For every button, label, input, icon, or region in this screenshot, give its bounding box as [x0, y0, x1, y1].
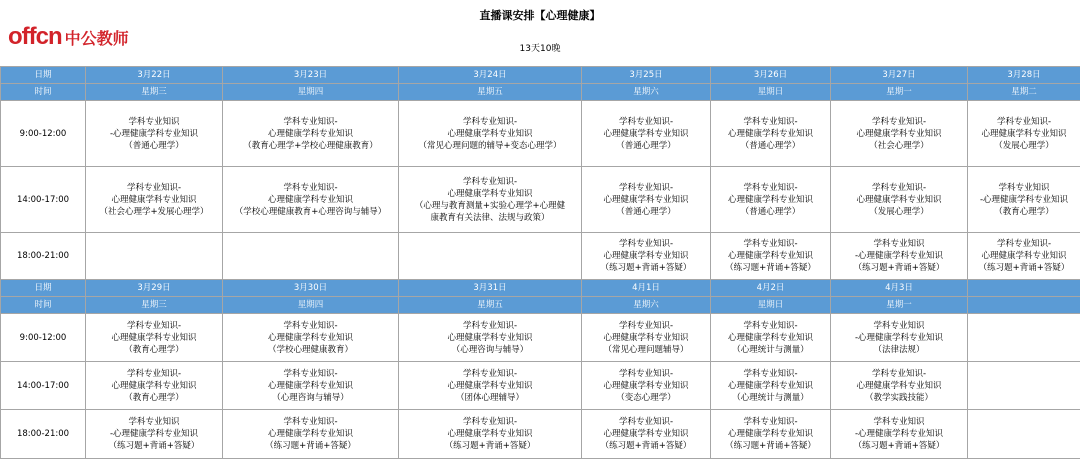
schedule-cell	[968, 362, 1080, 410]
schedule-cell: 学科专业知识- 心理健康学科专业知识 （练习题+背诵+答疑）	[223, 410, 399, 459]
schedule-cell: 学科专业知识- 心理健康学科专业知识 （社会心理学）	[831, 101, 968, 167]
weekday-cell: 星期三	[86, 297, 223, 314]
time-slot-row	[1, 362, 1080, 410]
date-header-row	[1, 280, 1080, 297]
date-label: 日期	[1, 67, 86, 84]
weekday-cell: 星期日	[711, 297, 831, 314]
schedule-table	[0, 66, 1080, 459]
weekday-header-row	[1, 297, 1080, 314]
weekday-cell: 星期三	[86, 84, 223, 101]
schedule-cell: 学科专业知识- 心理健康学科专业知识 （常见心理问题辅导）	[582, 314, 711, 362]
time-slot-row	[1, 410, 1080, 459]
time-slot-label: 14:00-17:00	[1, 362, 86, 410]
weekday-cell: 星期二	[968, 84, 1080, 101]
schedule-cell	[968, 410, 1080, 459]
schedule-cell: 学科专业知识 -心理健康学科专业知识 （练习题+背诵+答疑）	[831, 233, 968, 280]
date-cell: 3月23日	[223, 67, 399, 84]
schedule-cell	[968, 314, 1080, 362]
date-cell: 3月26日	[711, 67, 831, 84]
date-cell: 3月29日	[86, 280, 223, 297]
time-label: 时间	[1, 297, 86, 314]
date-cell: 4月3日	[831, 280, 968, 297]
page-title: 直播课安排【心理健康】	[479, 9, 601, 22]
weekday-cell: 星期五	[399, 297, 582, 314]
time-slot-label: 18:00-21:00	[1, 410, 86, 459]
schedule-cell: 学科专业知识 -心理健康学科专业知识 （练习题+背诵+答疑）	[86, 410, 223, 459]
schedule-cell: 学科专业知识- 心理健康学科专业知识 （团体心理辅导）	[399, 362, 582, 410]
weekday-cell: 星期四	[223, 84, 399, 101]
date-cell: 3月28日	[968, 67, 1080, 84]
schedule-cell: 学科专业知识- 心理健康学科专业知识 （普通心理学）	[711, 167, 831, 233]
schedule-cell	[399, 233, 582, 280]
schedule-cell: 学科专业知识- 心理健康学科专业知识 （变态心理学）	[582, 362, 711, 410]
schedule-cell: 学科专业知识 -心理健康学科专业知识 （普通心理学）	[86, 101, 223, 167]
weekday-cell: 星期一	[831, 84, 968, 101]
logo-text-en: offcn	[8, 23, 62, 50]
schedule-cell: 学科专业知识- 心理健康学科专业知识 （学校心理健康教育）	[223, 314, 399, 362]
schedule-cell	[86, 233, 223, 280]
schedule-cell: 学科专业知识- 心理健康学科专业知识 （心理与教育测量+实验心理学+心理健 康教育有关法律、法规与政策）	[399, 167, 582, 233]
schedule-cell: 学科专业知识- 心理健康学科专业知识 （普通心理学）	[711, 101, 831, 167]
time-slot-row	[1, 101, 1080, 167]
schedule-cell: 学科专业知识- 心理健康学科专业知识 （练习题+背诵+答疑）	[711, 233, 831, 280]
schedule-cell: 学科专业知识- 心理健康学科专业知识 （社会心理学+发展心理学）	[86, 167, 223, 233]
schedule-cell: 学科专业知识- 心理健康学科专业知识 （心理统计与测量）	[711, 314, 831, 362]
schedule-cell: 学科专业知识- 心理健康学科专业知识 （教育心理学）	[86, 362, 223, 410]
schedule-cell: 学科专业知识- 心理健康学科专业知识 （心理咨询与辅导）	[223, 362, 399, 410]
date-label: 日期	[1, 280, 86, 297]
schedule-cell: 学科专业知识- 心理健康学科专业知识 （教育心理学+学校心理健康教育）	[223, 101, 399, 167]
weekday-cell	[968, 297, 1080, 314]
schedule-cell: 学科专业知识 -心理健康学科专业知识 （教育心理学）	[968, 167, 1080, 233]
schedule-cell: 学科专业知识- 心理健康学科专业知识 （练习题+背诵+答疑）	[399, 410, 582, 459]
schedule-cell: 学科专业知识 -心理健康学科专业知识 （法律法规）	[831, 314, 968, 362]
schedule-cell: 学科专业知识- 心理健康学科专业知识 （练习题+背诵+答疑）	[582, 233, 711, 280]
schedule-cell: 学科专业知识- 心理健康学科专业知识 （心理统计与测量）	[711, 362, 831, 410]
schedule-cell: 学科专业知识- 心理健康学科专业知识 （教学实践技能）	[831, 362, 968, 410]
schedule-cell: 学科专业知识- 心理健康学科专业知识 （练习题+背诵+答疑）	[968, 233, 1080, 280]
date-cell: 3月27日	[831, 67, 968, 84]
time-slot-label: 9:00-12:00	[1, 101, 86, 167]
schedule-cell: 学科专业知识- 心理健康学科专业知识 （练习题+背诵+答疑）	[711, 410, 831, 459]
time-label: 时间	[1, 84, 86, 101]
weekday-cell: 星期四	[223, 297, 399, 314]
date-cell: 3月30日	[223, 280, 399, 297]
date-cell: 3月31日	[399, 280, 582, 297]
schedule-cell: 学科专业知识- 心理健康学科专业知识 （练习题+背诵+答疑）	[582, 410, 711, 459]
date-header-row	[1, 67, 1080, 84]
time-slot-label: 14:00-17:00	[1, 167, 86, 233]
time-slot-label: 9:00-12:00	[1, 314, 86, 362]
date-cell	[968, 280, 1080, 297]
date-cell: 4月1日	[582, 280, 711, 297]
weekday-cell: 星期五	[399, 84, 582, 101]
time-slot-row	[1, 314, 1080, 362]
schedule-cell	[223, 233, 399, 280]
logo-text-cn: 中公教师	[64, 28, 129, 48]
date-cell: 3月24日	[399, 67, 582, 84]
schedule-cell: 学科专业知识- 心理健康学科专业知识 （学校心理健康教育+心理咨询与辅导）	[223, 167, 399, 233]
time-slot-row	[1, 233, 1080, 280]
page-subtitle: 13天10晚	[519, 44, 561, 54]
weekday-cell: 星期六	[582, 297, 711, 314]
schedule-cell: 学科专业知识- 心理健康学科专业知识 （普通心理学）	[582, 101, 711, 167]
schedule-cell: 学科专业知识- 心理健康学科专业知识 （心理咨询与辅导）	[399, 314, 582, 362]
schedule-cell: 学科专业知识- 心理健康学科专业知识 （发展心理学）	[831, 167, 968, 233]
schedule-cell: 学科专业知识- 心理健康学科专业知识 （发展心理学）	[968, 101, 1080, 167]
schedule-cell: 学科专业知识- 心理健康学科专业知识 （常见心理问题的辅导+变态心理学）	[399, 101, 582, 167]
date-cell: 4月2日	[711, 280, 831, 297]
schedule-cell: 学科专业知识- 心理健康学科专业知识 （教育心理学）	[86, 314, 223, 362]
schedule-cell: 学科专业知识- 心理健康学科专业知识 （普通心理学）	[582, 167, 711, 233]
date-cell: 3月25日	[582, 67, 711, 84]
weekday-cell: 星期六	[582, 84, 711, 101]
weekday-cell: 星期一	[831, 297, 968, 314]
date-cell: 3月22日	[86, 67, 223, 84]
weekday-cell: 星期日	[711, 84, 831, 101]
weekday-header-row	[1, 84, 1080, 101]
time-slot-label: 18:00-21:00	[1, 233, 86, 280]
schedule-cell: 学科专业知识 -心理健康学科专业知识 （练习题+背诵+答疑）	[831, 410, 968, 459]
time-slot-row	[1, 167, 1080, 233]
